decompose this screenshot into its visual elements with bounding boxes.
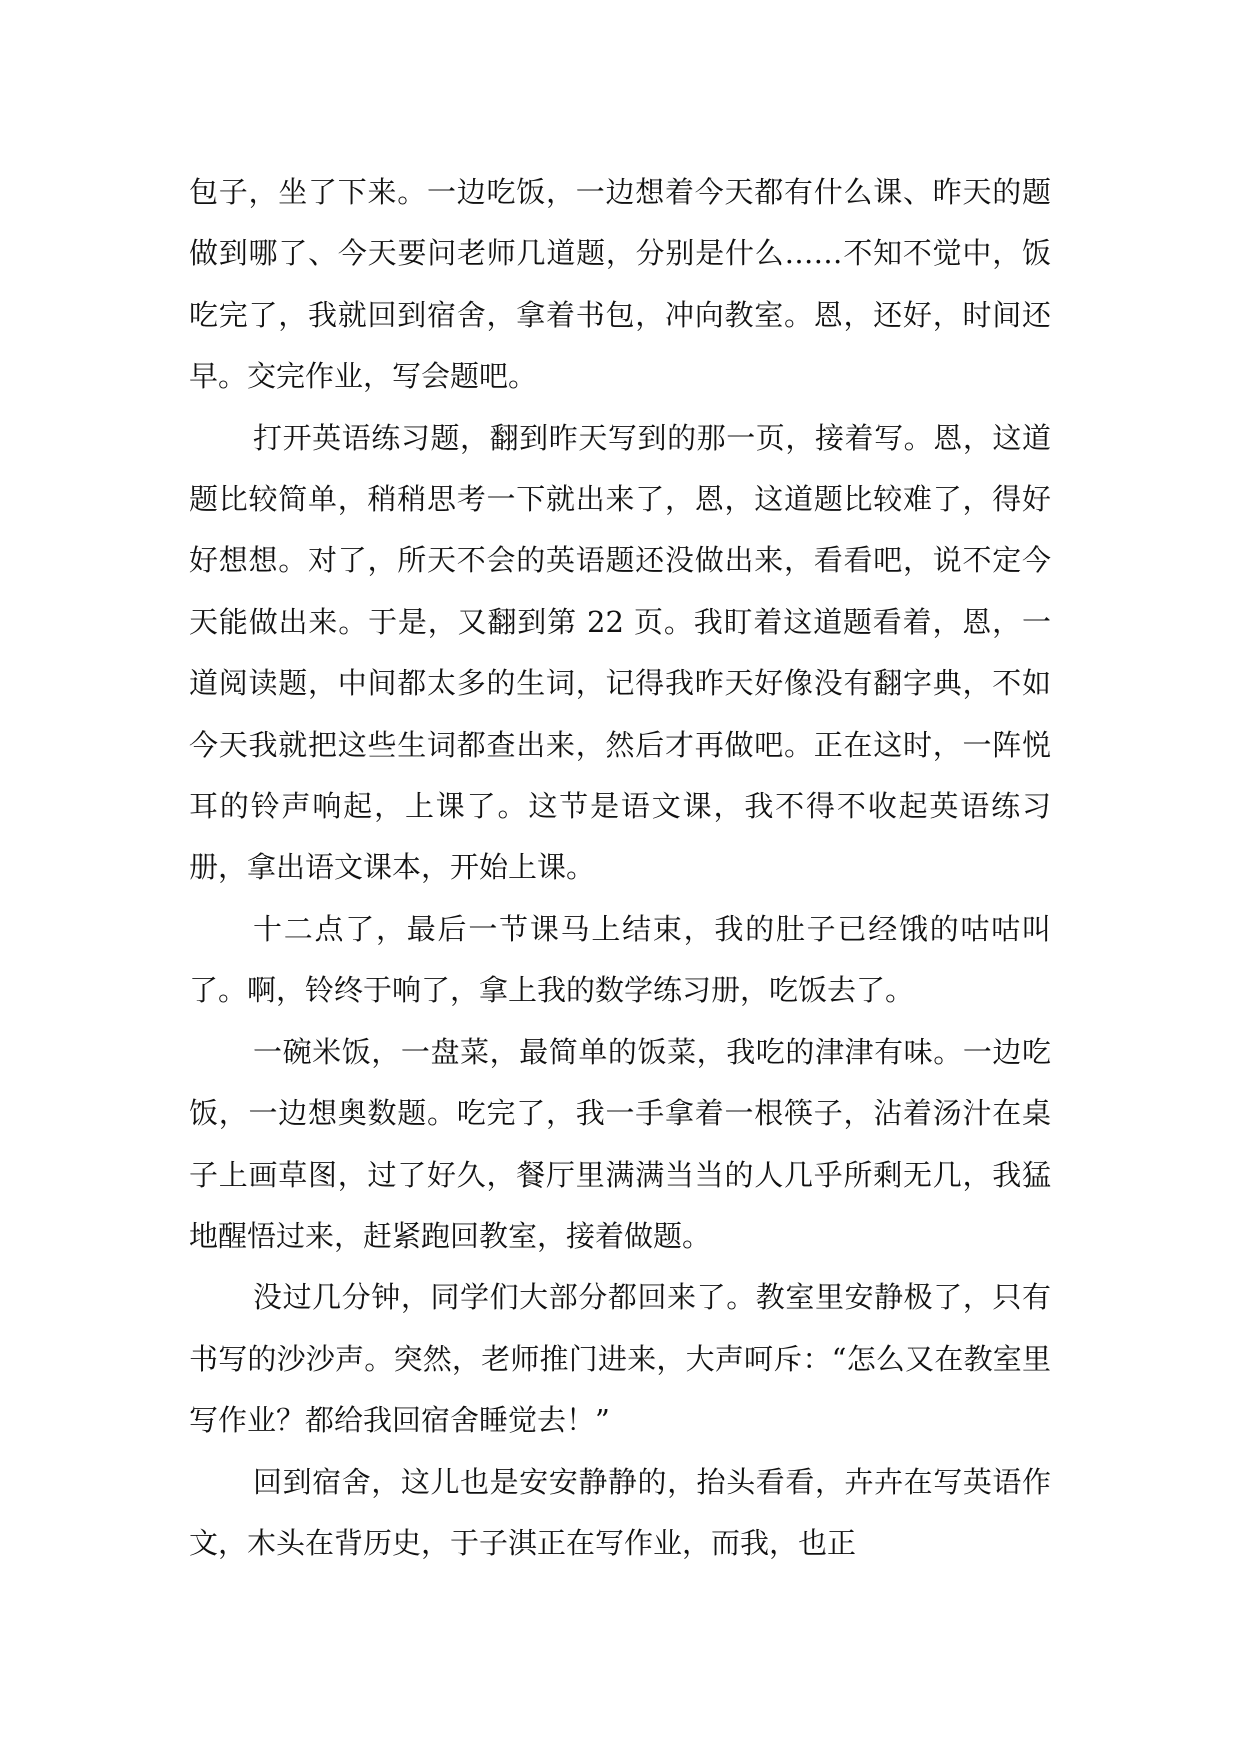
paragraph-6: 回到宿舍，这儿也是安安静静的，抬头看看，卉卉在写英语作文，木头在背历史，于子淇正在写作业，而我，也正 [189,1464,1051,1560]
paragraph-3: 十二点了，最后一节课马上结束，我的肚子已经饿的咕咕叫了。啊，铃终于响了，拿上我的数学练习册，吃饭去了。 [189,911,1051,1008]
document-body [189,162,1051,1574]
paragraph-5: 没过几分钟，同学们大部分都回来了。教室里安静极了，只有书写的沙沙声。突然，老师推门进来，大声呵斥：“怎么又在教室里写作业？都给我回宿舍睡觉去！” [189,1280,1051,1438]
paragraph-2: 打开英语练习题，翻到昨天写到的那一页，接着写。恩，这道题比较简单，稍稍思考一下就出来了，恩，这道题比较难了，得好好想想。对了，所天不会的英语题还没做出来，看看吧，说不定今天能做出来。于是，又翻到第 22 页。我盯着这道题看着，恩，一道阅读题，中间都太多的生词，记得我昨天好像没有翻字典，不如今天我就把这些生词都查出来，然后才再做吧。正在这时，一阵悦耳的铃声响起，上课了。这节是语文课，我不得不收起英语练习册，拿出语文课本，开始上课。 [189,420,1051,885]
paragraph-4: 一碗米饭，一盘菜，最简单的饭菜，我吃的津津有味。一边吃饭，一边想奥数题。吃完了，我一手拿着一根筷子，沾着汤汁在桌子上画草图，过了好久，餐厅里满满当当的人几乎所剩无几，我猛地醒悟过来，赶紧跑回教室，接着做题。 [189,1034,1051,1253]
paragraph-1: 包子，坐了下来。一边吃饭，一边想着今天都有什么课、昨天的题做到哪了、今天要问老师几道题，分别是什么……不知不觉中，饭吃完了，我就回到宿舍，拿着书包，冲向教室。恩，还好，时间还早。交完作业，写会题吧。 [189,175,1051,394]
